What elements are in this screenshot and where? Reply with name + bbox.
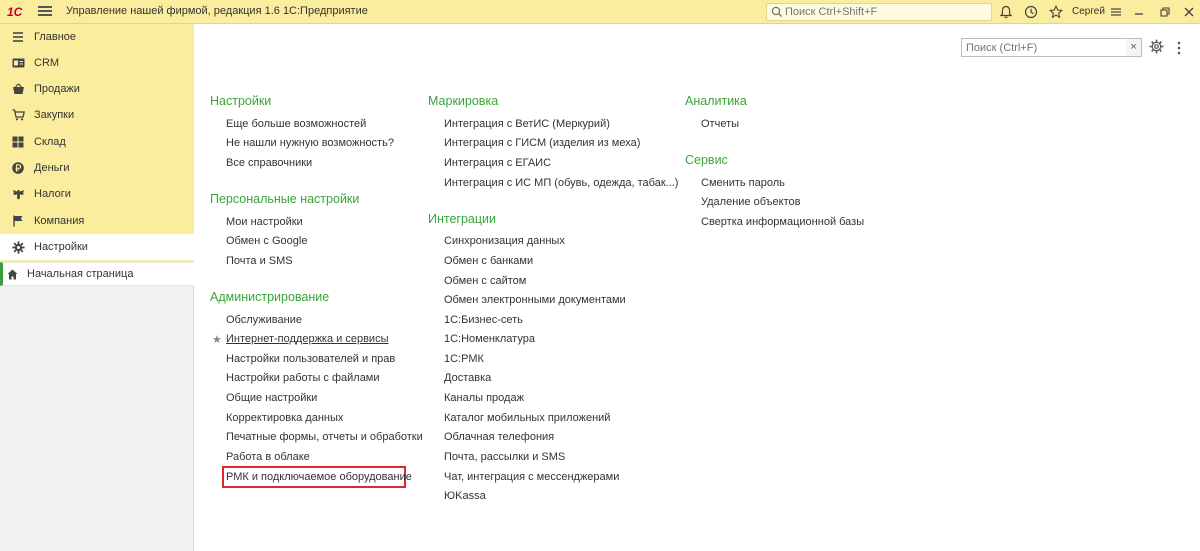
clear-search-button[interactable]: × (1126, 38, 1142, 57)
link-file-settings[interactable]: Настройки работы с файлами (226, 372, 380, 384)
link-sales-channels[interactable]: Каналы продаж (444, 392, 524, 404)
settings-gear-icon[interactable] (1149, 39, 1165, 55)
menu-lines-icon (11, 30, 25, 44)
more-actions-icon[interactable] (1172, 40, 1186, 56)
section-admin-title: Администрирование (210, 290, 330, 304)
sidebar-item-crm[interactable] (0, 50, 194, 76)
link-site-exchange[interactable]: Обмен с сайтом (444, 275, 527, 287)
sidebar-item-warehouse[interactable] (0, 129, 194, 155)
sidebar-item-label: Закупки (34, 109, 75, 121)
link-vetis[interactable]: Интеграция с ВетИС (Меркурий) (444, 118, 610, 130)
link-general-settings[interactable]: Общие настройки (226, 392, 318, 404)
sidebar-item-label: Главное (34, 31, 77, 43)
app-logo: 1С (7, 5, 23, 19)
sidebar-item-main[interactable] (0, 24, 194, 50)
sidebar-item-money[interactable] (0, 155, 194, 181)
link-user-rights[interactable]: Настройки пользователей и прав (226, 353, 396, 365)
sidebar-item-label: Склад (34, 136, 66, 148)
close-icon[interactable] (1181, 4, 1197, 20)
sidebar-item-label: Настройки (34, 241, 88, 253)
restore-icon[interactable] (1157, 4, 1173, 20)
sidebar-item-label: Компания (34, 215, 85, 227)
favorite-star-icon: ★ (212, 334, 222, 346)
title-bar (0, 0, 1200, 24)
link-data-correction[interactable]: Корректировка данных (226, 412, 344, 424)
link-edi[interactable]: Обмен электронными документами (444, 294, 626, 306)
link-bank-exchange[interactable]: Обмен с банками (444, 255, 534, 267)
link-google-exchange[interactable]: Обмен с Google (226, 235, 308, 247)
link-mobile-apps[interactable]: Каталог мобильных приложений (444, 412, 611, 424)
link-change-password[interactable]: Сменить пароль (701, 177, 785, 189)
link-delivery[interactable]: Доставка (444, 372, 492, 384)
link-db-rollup[interactable]: Свертка информационной базы (701, 216, 865, 228)
crm-icon (11, 56, 25, 70)
link-is-mp[interactable]: Интеграция с ИС МП (обувь, одежда, табак...) (444, 177, 679, 189)
user-name[interactable]: Сергей (1072, 6, 1105, 17)
section-analytics-title: Аналитика (685, 94, 747, 108)
link-delete-objects[interactable]: Удаление объектов (701, 196, 801, 208)
settings-menu-icon[interactable] (1108, 4, 1124, 20)
link-1c-rmk[interactable]: 1С:РМК (444, 353, 484, 365)
ruble-icon (11, 161, 25, 175)
sidebar-item-label: Налоги (34, 188, 71, 200)
bell-icon[interactable] (998, 4, 1014, 20)
link-internet-support[interactable]: Интернет-поддержка и сервисы (226, 333, 389, 345)
link-gism[interactable]: Интеграция с ГИСМ (изделия из меха) (444, 137, 641, 149)
sidebar-item-label: Продажи (34, 83, 80, 95)
main-menu-icon[interactable] (38, 5, 52, 19)
sidebar (0, 24, 194, 551)
link-egais[interactable]: Интеграция с ЕГАИС (444, 157, 552, 169)
section-integrations-title: Интеграции (428, 212, 497, 226)
sidebar-item-purchases[interactable] (0, 102, 194, 128)
link-yookassa[interactable]: ЮKassa (444, 490, 486, 502)
global-search-input[interactable] (785, 5, 985, 19)
global-search[interactable] (766, 3, 992, 21)
link-pos-equipment[interactable]: РМК и подключаемое оборудование (226, 471, 412, 483)
link-more-features[interactable]: Еще больше возможностей (226, 118, 367, 130)
link-business-network[interactable]: 1С:Бизнес-сеть (444, 314, 523, 326)
link-nomenclature[interactable]: 1С:Номенклатура (444, 333, 535, 345)
link-all-catalogs[interactable]: Все справочники (226, 157, 313, 169)
app-title: Управление нашей фирмой, редакция 1.6 1С:Предприятие (66, 5, 368, 17)
minimize-icon[interactable] (1131, 4, 1147, 20)
eagle-icon (11, 187, 25, 201)
sidebar-item-label: Деньги (34, 162, 70, 174)
link-data-sync[interactable]: Синхронизация данных (444, 235, 565, 247)
history-icon[interactable] (1023, 4, 1039, 20)
link-cloud-work[interactable]: Работа в облаке (226, 451, 310, 463)
star-icon[interactable] (1048, 4, 1064, 20)
warehouse-icon (11, 135, 25, 149)
link-mail-sms[interactable]: Почта и SMS (226, 255, 293, 267)
link-messengers[interactable]: Чат, интеграция с мессенджерами (444, 471, 620, 483)
link-print-forms[interactable]: Печатные формы, отчеты и обработки (226, 431, 423, 443)
link-my-settings[interactable]: Мои настройки (226, 216, 303, 228)
section-settings-title: Настройки (210, 94, 272, 108)
link-reports[interactable]: Отчеты (701, 118, 740, 130)
link-cloud-telephony[interactable]: Облачная телефония (444, 431, 555, 443)
section-marking-title: Маркировка (428, 94, 499, 108)
search-icon (771, 5, 783, 19)
link-mail-mailing-sms[interactable]: Почта, рассылки и SMS (444, 451, 566, 463)
sidebar-item-company[interactable] (0, 208, 194, 234)
sidebar-item-settings[interactable] (0, 234, 194, 260)
section-personal-title: Персональные настройки (210, 192, 360, 206)
main-search[interactable] (961, 38, 1140, 57)
home-page-tab[interactable] (0, 262, 194, 286)
cart-icon (11, 108, 25, 122)
sidebar-item-taxes[interactable] (0, 181, 194, 207)
sidebar-item-sales[interactable] (0, 76, 194, 102)
flag-icon (11, 214, 25, 228)
sidebar-item-label: CRM (34, 57, 60, 69)
gear-icon (11, 240, 25, 254)
home-icon (7, 268, 19, 280)
link-maintenance[interactable]: Обслуживание (226, 314, 302, 326)
home-page-label: Начальная страница (27, 268, 134, 280)
basket-icon (11, 82, 25, 96)
section-service-title: Сервис (685, 153, 728, 167)
main-search-input[interactable] (962, 39, 1122, 56)
main-panel (194, 24, 1200, 551)
link-feature-request[interactable]: Не нашли нужную возможность? (226, 137, 394, 149)
